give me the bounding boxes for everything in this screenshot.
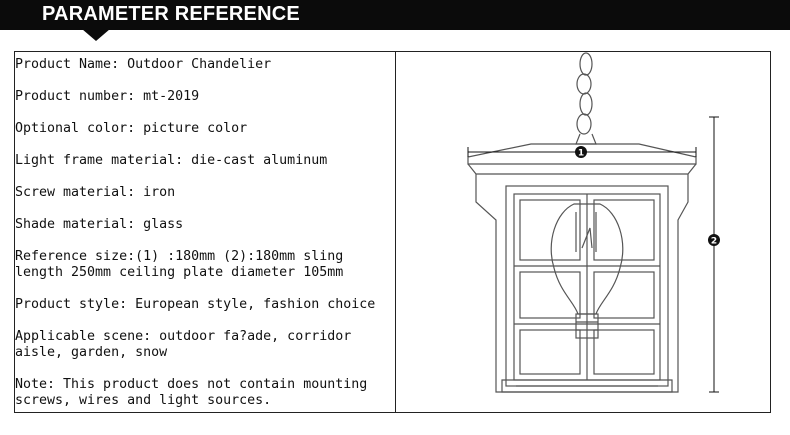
param-product-name: Product Name: Outdoor Chandelier bbox=[15, 57, 272, 72]
dimension-1-label: 1 bbox=[577, 148, 585, 159]
lantern-illustration bbox=[396, 52, 770, 412]
header-pointer-notch bbox=[82, 29, 110, 41]
param-applicable-scene: Applicable scene: outdoor fa?ade, corridor aisle, garden, snow bbox=[15, 329, 360, 360]
dimension-2-label: 2 bbox=[710, 236, 718, 247]
param-shade-material: Shade material: glass bbox=[15, 217, 184, 232]
param-product-style: Product style: European style, fashion choice bbox=[15, 297, 376, 312]
param-reference-size: Reference size:(1) :180mm (2):180mm sling length 250mm ceiling plate diameter 105mm bbox=[15, 249, 352, 280]
param-frame-material: Light frame material: die-cast aluminum bbox=[15, 153, 328, 168]
param-product-number: Product number: mt-2019 bbox=[15, 89, 200, 104]
page-title: PARAMETER REFERENCE bbox=[42, 3, 300, 25]
chain-drawing bbox=[576, 53, 596, 144]
param-screw-material: Screw material: iron bbox=[15, 185, 176, 200]
param-optional-color: Optional color: picture color bbox=[15, 121, 248, 136]
lantern-body bbox=[476, 174, 688, 392]
param-note: Note: This product does not contain mounting screws, wires and light sources. bbox=[15, 377, 376, 408]
dimension-height bbox=[709, 117, 719, 392]
